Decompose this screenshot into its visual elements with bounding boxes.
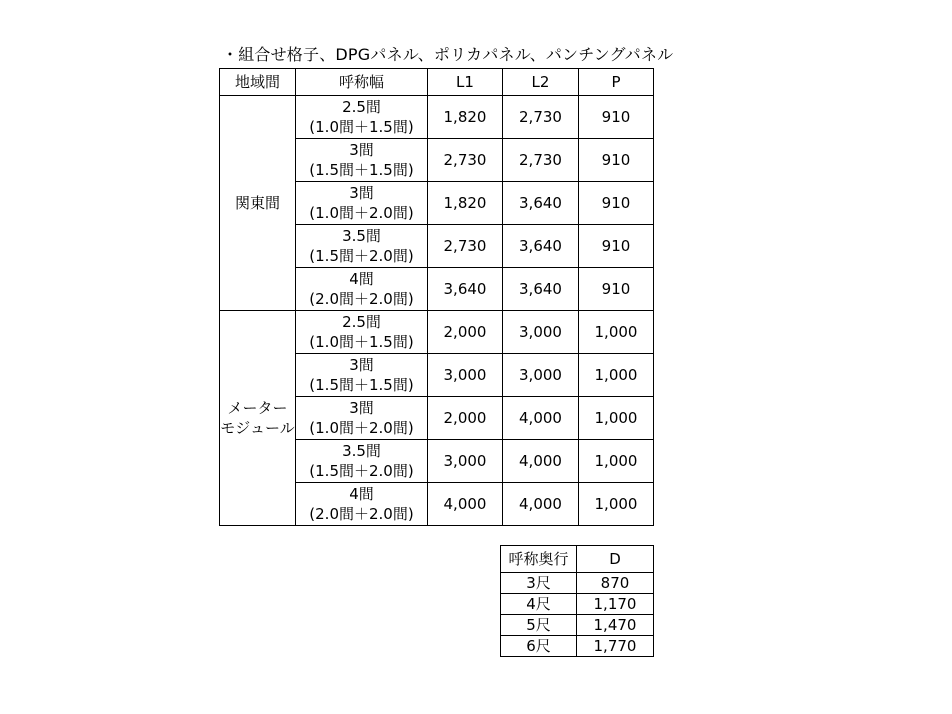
table-header-row (501, 546, 654, 573)
l2-value: 3,640 (503, 225, 579, 268)
l1-value: 3,000 (428, 354, 503, 397)
nominal-width: 3間 (349, 141, 374, 159)
nominal-breakdown: (1.5間＋2.0間) (309, 462, 414, 480)
l1-value: 2,000 (428, 311, 503, 354)
depth-label: 5尺 (501, 615, 577, 636)
depth-value: 870 (577, 573, 654, 594)
nominal-width: 3.5間 (342, 227, 381, 245)
nominal-breakdown: (1.5間＋1.5間) (309, 161, 414, 179)
header-l1: L1 (428, 69, 503, 96)
depth-label: 6尺 (501, 636, 577, 657)
nominal-width-cell (296, 96, 428, 139)
l1-value: 3,640 (428, 268, 503, 311)
nominal-width-cell (296, 139, 428, 182)
dimension-table (219, 68, 654, 526)
nominal-width: 2.5間 (342, 98, 381, 116)
nominal-width-cell (296, 397, 428, 440)
l2-value: 3,000 (503, 354, 579, 397)
l2-value: 4,000 (503, 440, 579, 483)
p-value: 1,000 (579, 440, 654, 483)
depth-value: 1,470 (577, 615, 654, 636)
l1-value: 1,820 (428, 182, 503, 225)
p-value: 910 (579, 182, 654, 225)
header-nominal-depth: 呼称奥行 (501, 546, 577, 573)
nominal-breakdown: (1.0間＋1.5間) (309, 118, 414, 136)
nominal-width-cell (296, 440, 428, 483)
depth-value: 1,770 (577, 636, 654, 657)
l2-value: 3,000 (503, 311, 579, 354)
p-value: 1,000 (579, 311, 654, 354)
region-label-line: メーター (227, 399, 288, 417)
p-value: 1,000 (579, 483, 654, 526)
nominal-breakdown: (1.0間＋2.0間) (309, 419, 414, 437)
depth-label: 3尺 (501, 573, 577, 594)
header-nominal-width: 呼称幅 (296, 69, 428, 96)
l2-value: 4,000 (503, 483, 579, 526)
p-value: 910 (579, 139, 654, 182)
l2-value: 4,000 (503, 397, 579, 440)
nominal-width: 3間 (349, 356, 374, 374)
l1-value: 2,730 (428, 225, 503, 268)
l1-value: 3,000 (428, 440, 503, 483)
l2-value: 3,640 (503, 182, 579, 225)
l2-value: 2,730 (503, 96, 579, 139)
p-value: 910 (579, 268, 654, 311)
l1-value: 4,000 (428, 483, 503, 526)
p-value: 910 (579, 225, 654, 268)
header-p: P (579, 69, 654, 96)
nominal-breakdown: (1.0間＋2.0間) (309, 204, 414, 222)
l1-value: 1,820 (428, 96, 503, 139)
table-row (501, 615, 654, 636)
nominal-breakdown: (2.0間＋2.0間) (309, 505, 414, 523)
nominal-width: 3間 (349, 184, 374, 202)
nominal-breakdown: (1.0間＋1.5間) (309, 333, 414, 351)
p-value: 910 (579, 96, 654, 139)
region-label-line: モジュール (220, 419, 295, 437)
table-row (501, 573, 654, 594)
nominal-breakdown: (1.5間＋2.0間) (309, 247, 414, 265)
nominal-width: 3.5間 (342, 442, 381, 460)
region-kanto: 関東間 (220, 96, 296, 311)
depth-table (500, 545, 654, 657)
table-row (220, 311, 654, 354)
region-meter-module (220, 311, 296, 526)
nominal-width-cell (296, 225, 428, 268)
table-row (220, 96, 654, 139)
header-region: 地域間 (220, 69, 296, 96)
nominal-breakdown: (1.5間＋1.5間) (309, 376, 414, 394)
document-caption: ・組合せ格子、DPGパネル、ポリカパネル、パンチングパネル (222, 45, 674, 64)
p-value: 1,000 (579, 397, 654, 440)
table-row (501, 594, 654, 615)
nominal-breakdown: (2.0間＋2.0間) (309, 290, 414, 308)
l1-value: 2,000 (428, 397, 503, 440)
nominal-width-cell (296, 483, 428, 526)
nominal-width-cell (296, 268, 428, 311)
nominal-width: 4間 (349, 485, 374, 503)
header-l2: L2 (503, 69, 579, 96)
header-d: D (577, 546, 654, 573)
table-row (501, 636, 654, 657)
depth-value: 1,170 (577, 594, 654, 615)
nominal-width-cell (296, 182, 428, 225)
l2-value: 3,640 (503, 268, 579, 311)
nominal-width-cell (296, 354, 428, 397)
nominal-width-cell (296, 311, 428, 354)
nominal-width: 2.5間 (342, 313, 381, 331)
nominal-width: 4間 (349, 270, 374, 288)
nominal-width: 3間 (349, 399, 374, 417)
table-header-row (220, 69, 654, 96)
p-value: 1,000 (579, 354, 654, 397)
l1-value: 2,730 (428, 139, 503, 182)
l2-value: 2,730 (503, 139, 579, 182)
depth-label: 4尺 (501, 594, 577, 615)
